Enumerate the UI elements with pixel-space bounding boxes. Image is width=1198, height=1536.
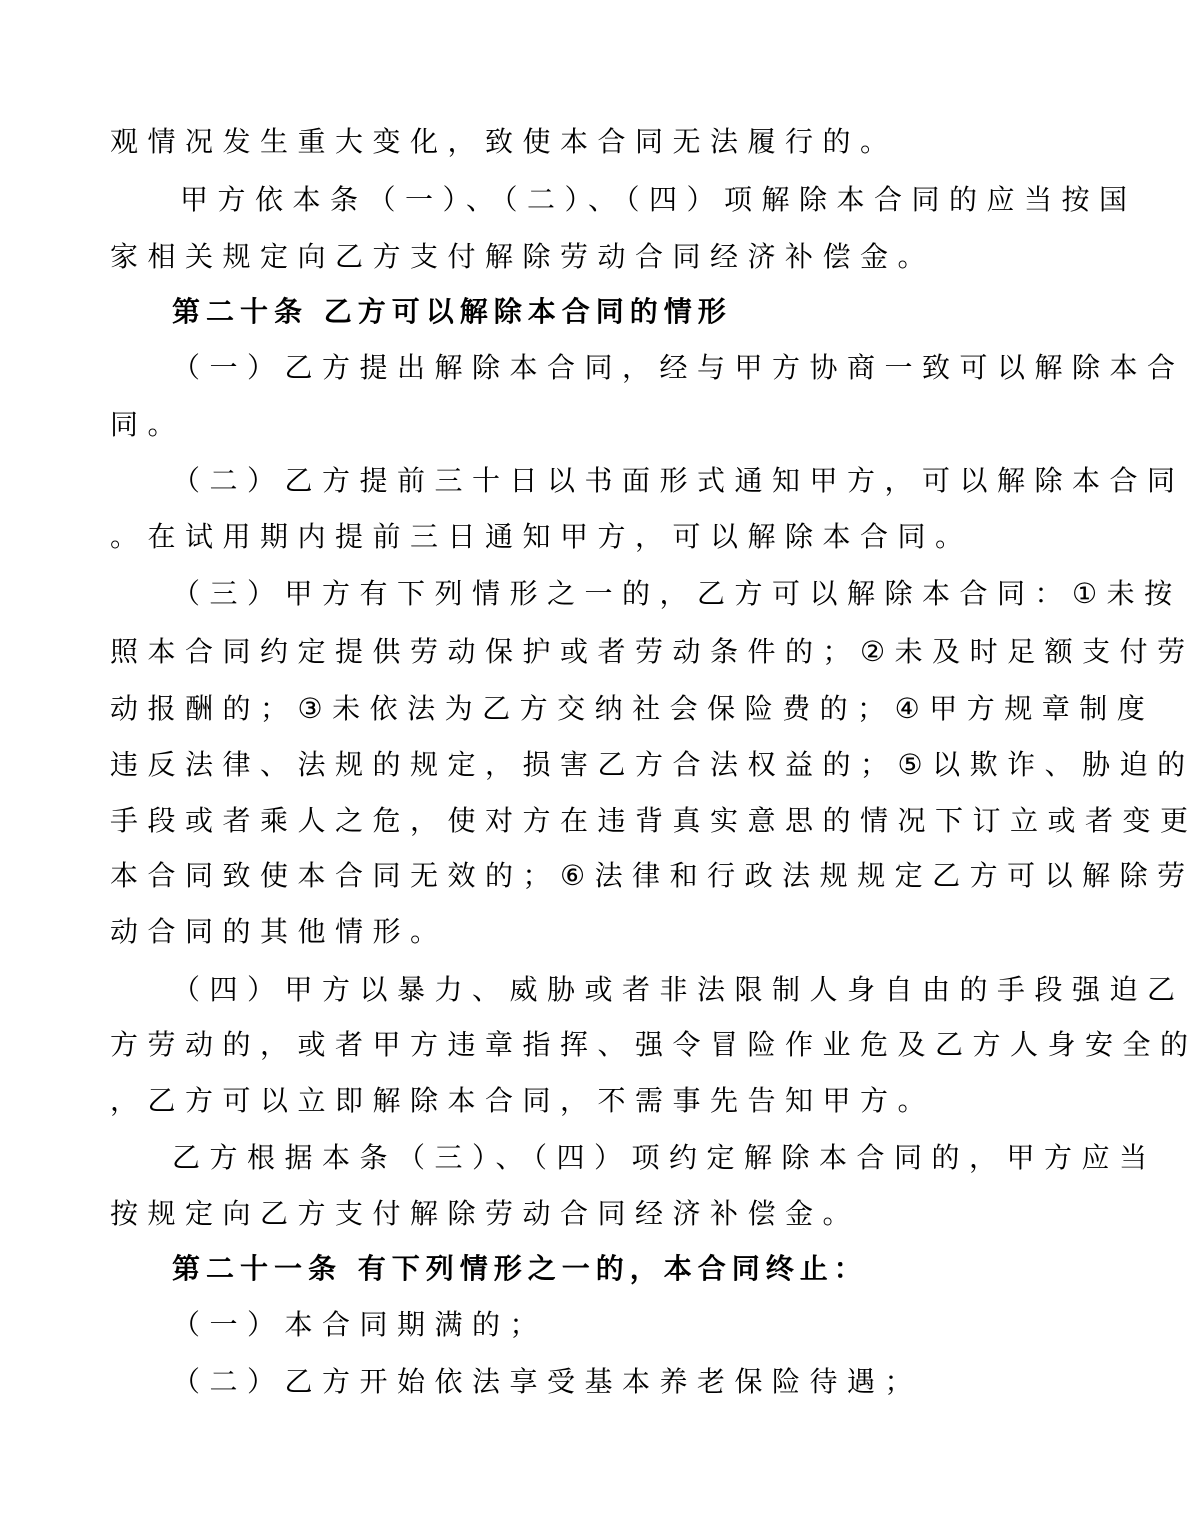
text-line: 照本合同约定提供劳动保护或者劳动条件的；②未及时足额支付劳 [110,635,1195,668]
text-line: 乙方根据本条（三）、（四）项约定解除本合同的，甲方应当 [172,1141,1157,1174]
section-heading: 第二十一条 有下列情形之一的，本合同终止： [172,1252,868,1285]
section-heading: 第二十条 乙方可以解除本合同的情形 [172,295,732,328]
text-line: （二）乙方提前三十日以书面形式通知甲方，可以解除本合同 [172,464,1185,497]
text-line: （一）乙方提出解除本合同，经与甲方协商一致可以解除本合 [172,351,1185,384]
text-line: （一）本合同期满的； [172,1308,548,1341]
text-line: （三）甲方有下列情形之一的，乙方可以解除本合同：①未按 [172,577,1182,610]
text-line: 本合同致使本合同无效的；⑥法律和行政法规规定乙方可以解除劳 [110,859,1195,892]
text-line: 方劳动的，或者甲方违章指挥、强令冒险作业危及乙方人身安全的 [110,1028,1198,1061]
text-line: 按规定向乙方支付解除劳动合同经济补偿金。 [110,1197,861,1230]
text-line: 动合同的其他情形。 [110,915,448,948]
text-line: 动报酬的；③未依法为乙方交纳社会保险费的；④甲方规章制度 [110,692,1155,725]
text-line: 手段或者乘人之危，使对方在违背真实意思的情况下订立或者变更 [110,804,1198,837]
text-line: 违反法律、法规的规定，损害乙方合法权益的；⑤以欺诈、胁迫的 [110,748,1195,781]
text-line: （二）乙方开始依法享受基本养老保险待遇； [172,1365,923,1398]
text-line: （四）甲方以暴力、威胁或者非法限制人身自由的手段强迫乙 [172,973,1185,1006]
text-line: 同。 [110,408,186,441]
text-line: ，乙方可以立即解除本合同，不需事先告知甲方。 [110,1084,936,1117]
text-line: 甲方依本条（一）、（二）、（四）项解除本合同的应当按国 [180,183,1137,216]
text-line: 观情况发生重大变化，致使本合同无法履行的。 [110,125,898,158]
text-line: 。在试用期内提前三日通知甲方，可以解除本合同。 [110,520,973,553]
text-line: 家相关规定向乙方支付解除劳动合同经济补偿金。 [110,240,936,273]
